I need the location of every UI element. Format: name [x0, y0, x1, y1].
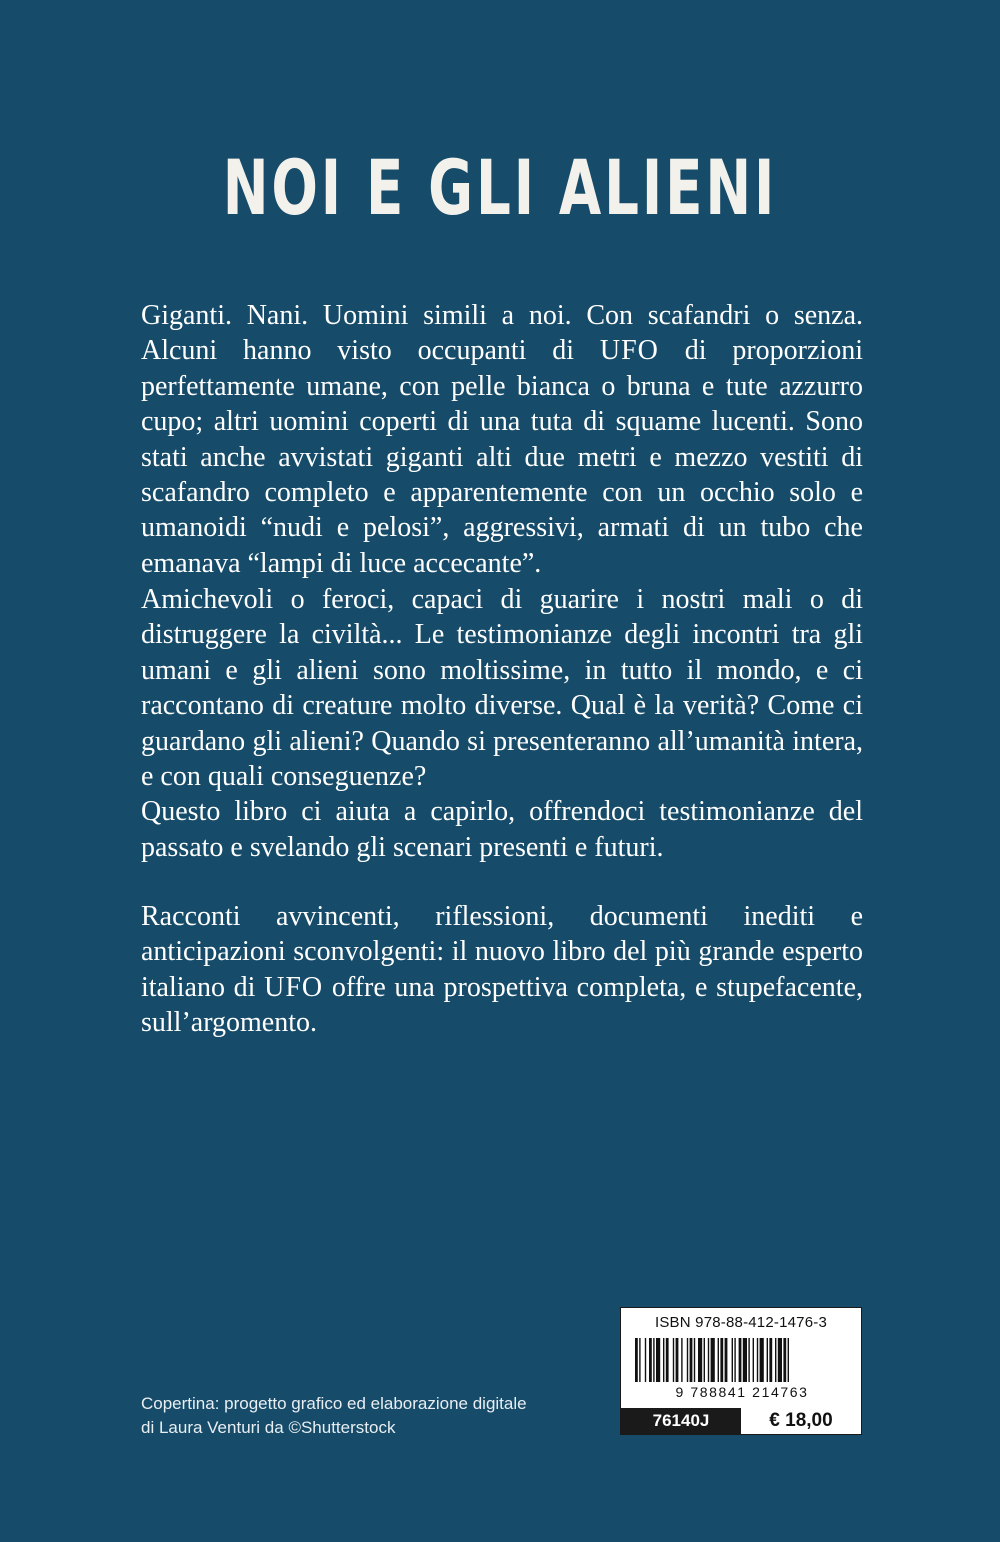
- barcode-bar: [645, 1338, 646, 1382]
- blurb-text: Amichevoli o feroci, capaci di guarire i nostri mali o di distruggere la civiltà... Le testimonianze degli incontri tra gli umani e gli alieni sono moltissime, in tutto il mondo, e ci raccontano di creature molto diverse. Qual è la verità? Come ci guardano gli alieni? Quando si presenteranno all’umanità intera, e con quali conseguenze?: [141, 584, 863, 793]
- barcode-bar: [753, 1338, 754, 1382]
- blurb-text: di proporzioni perfettamente umane, con pelle bianca o bruna e tute azzurro cupo; altri uomini coperti di una tuta di squame lucenti. Sono stati anche avvistati giganti alti due metri e mezzo vestiti di scafandro completo e apparentemente con un occhio solo e umanoidi “nudi e pelosi”, aggressivi, armati di un tubo che emanava “lampi di luce accecante”.: [141, 335, 863, 579]
- blurb-paragraph-3: [141, 899, 863, 1041]
- blurb-text: Questo libro ci aiuta a capirlo, offrendoci testimonianze del passato e svelando gli scenari presenti e futuri.: [141, 796, 863, 863]
- barcode-bar: [649, 1338, 652, 1382]
- blurb-text: offre una prospettiva completa, e stupefacente, sull’argomento.: [141, 971, 863, 1039]
- cover-credits: [141, 1392, 611, 1440]
- credits-line: di Laura Venturi da ©Shutterstock: [141, 1418, 396, 1437]
- product-code: 76140J: [621, 1408, 741, 1434]
- barcode-bar: [708, 1338, 709, 1382]
- barcode-box: [620, 1307, 862, 1435]
- barcode-bar: [788, 1338, 789, 1382]
- blurb-paragraph-1: [141, 298, 863, 581]
- barcode-bar: [748, 1338, 749, 1382]
- ufo-smallcaps: UFO: [264, 971, 324, 1003]
- blurb-text: Racconti avvincenti, riflessioni, documenti inediti e anticipazioni sconvolgenti: il nuovo libro del più grande esperto italiano di: [141, 901, 863, 1003]
- barcode-bar: [656, 1338, 660, 1382]
- barcode-bar: [734, 1338, 735, 1382]
- barcode-bar: [739, 1338, 742, 1382]
- price-label: € 18,00: [741, 1408, 861, 1434]
- barcode-bar: [666, 1338, 669, 1382]
- barcode-bar: [704, 1338, 705, 1382]
- ufo-smallcaps: UFO: [599, 335, 659, 367]
- barcode-bar: [687, 1338, 688, 1382]
- barcode-bar: [743, 1338, 747, 1382]
- barcode-bar: [760, 1338, 764, 1382]
- barcode-bar: [694, 1338, 695, 1382]
- barcode-bar: [653, 1338, 654, 1382]
- barcode-bar: [663, 1338, 664, 1382]
- barcode-bars: [633, 1338, 851, 1382]
- barcode-bar: [725, 1338, 728, 1382]
- barcode-bar: [673, 1338, 674, 1382]
- barcode-bar: [676, 1338, 679, 1382]
- barcode-bar: [639, 1338, 640, 1382]
- barcode-bar: [720, 1338, 723, 1382]
- barcode-bar: [783, 1338, 786, 1382]
- barcode-bar: [757, 1338, 758, 1382]
- barcode-bar: [690, 1338, 693, 1382]
- barcode-bar: [635, 1338, 638, 1382]
- barcode-bar: [698, 1338, 702, 1382]
- barcode-bar: [769, 1338, 772, 1382]
- isbn-label: ISBN 978-88-412-1476-3: [654, 1314, 827, 1331]
- barcode-bar: [767, 1338, 768, 1382]
- barcode-bar: [718, 1338, 719, 1382]
- barcode-bar: [681, 1338, 682, 1382]
- barcode-bar: [778, 1338, 782, 1382]
- barcode-digits: 9 788841 214763: [675, 1384, 809, 1400]
- code-price-strip: [621, 1408, 861, 1434]
- blurb-paragraph-2: [141, 582, 863, 865]
- credits-line: Copertina: progetto grafico ed elaborazione digitale: [141, 1394, 527, 1413]
- barcode-bar: [732, 1338, 733, 1382]
- barcode-bar: [711, 1338, 715, 1382]
- barcode-bar: [775, 1338, 776, 1382]
- book-title: NOI E GLI ALIENI: [222, 143, 778, 232]
- blurb-text: Giganti. Nani. Uomini simili a noi. Con scafandri o senza. Alcuni hanno visto occupanti di: [141, 300, 863, 367]
